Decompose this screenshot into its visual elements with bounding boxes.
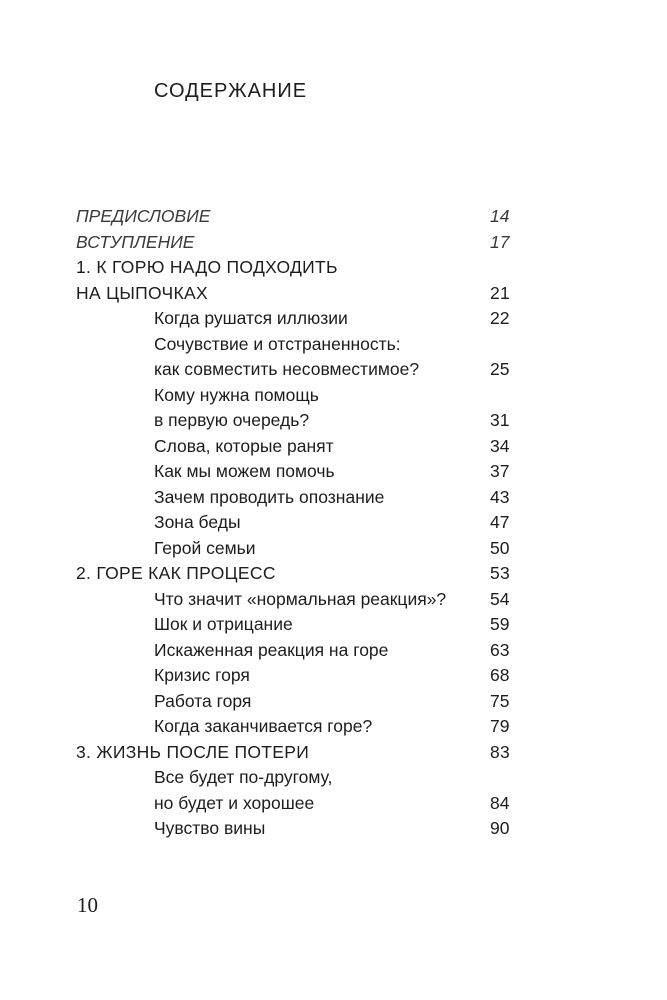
toc-section-line bbox=[76, 357, 516, 383]
toc-entry-page: 17 bbox=[490, 231, 510, 252]
toc-chapter-line bbox=[76, 561, 516, 587]
toc-section-line bbox=[76, 714, 516, 740]
toc-entry-title: НА ЦЫПОЧКАХ bbox=[76, 282, 208, 303]
toc-entry-page: 43 bbox=[490, 486, 510, 507]
toc-entry-title: Зона беды bbox=[154, 512, 241, 532]
toc-section-line bbox=[76, 638, 516, 664]
toc-entry-title: Шок и отрицание bbox=[154, 614, 293, 634]
toc-entry-page: 37 bbox=[490, 461, 510, 481]
toc-section-line bbox=[76, 383, 516, 409]
toc-entry-title: 1. К ГОРЮ НАДО ПОДХОДИТЬ bbox=[76, 257, 338, 277]
toc-section-line bbox=[76, 587, 516, 613]
toc-section-line bbox=[76, 791, 516, 817]
toc-entry-title: Работа горя bbox=[154, 690, 252, 711]
toc-entry-title: Герой семьи bbox=[154, 537, 256, 558]
toc-entry-title: Когда заканчивается горе? bbox=[154, 716, 373, 736]
toc-entry-title: Когда рушатся иллюзии bbox=[154, 308, 348, 328]
toc-entry-page: 79 bbox=[490, 716, 510, 736]
page-title: СОДЕРЖАНИЕ bbox=[154, 80, 308, 102]
toc-section-line bbox=[76, 663, 516, 689]
toc-entry-page: 84 bbox=[490, 792, 510, 813]
toc-entry-page: 34 bbox=[490, 435, 510, 456]
toc-entry-title: как совместить несовместимое? bbox=[154, 359, 420, 379]
toc-entry-title: ПРЕДИСЛОВИЕ bbox=[76, 206, 211, 226]
toc-entry-page: 63 bbox=[490, 639, 510, 660]
toc-entry-title: Искаженная реакция на горе bbox=[154, 639, 389, 660]
toc-entry-title: Чувство вины bbox=[154, 818, 266, 838]
toc-section-line bbox=[76, 408, 516, 434]
toc-entry-title: Как мы можем помочь bbox=[154, 461, 335, 481]
toc-entry-title: в первую очередь? bbox=[154, 410, 310, 430]
toc-chapter-line bbox=[76, 204, 516, 230]
toc-entry-page: 50 bbox=[490, 537, 510, 558]
toc-entry-page: 21 bbox=[490, 282, 511, 303]
toc-chapter-line bbox=[76, 230, 516, 256]
toc-entry-title: 2. ГОРЕ КАК ПРОЦЕСС bbox=[76, 563, 276, 583]
toc-chapter-line bbox=[76, 281, 516, 307]
toc-section-line bbox=[76, 765, 516, 791]
table-of-contents bbox=[76, 204, 516, 842]
toc-section-line bbox=[76, 536, 516, 562]
toc-section-line bbox=[76, 689, 516, 715]
toc-entry-page: 53 bbox=[490, 563, 511, 583]
toc-section-line bbox=[76, 485, 516, 511]
toc-entry-page: 75 bbox=[490, 690, 510, 711]
toc-entry-title: Что значит «нормальная реакция»? bbox=[154, 588, 447, 609]
toc-entry-page: 22 bbox=[490, 308, 510, 328]
toc-entry-page: 59 bbox=[490, 614, 510, 634]
toc-chapter-line bbox=[76, 740, 516, 766]
toc-section-line bbox=[76, 459, 516, 485]
toc-entry-page: 83 bbox=[490, 741, 511, 762]
toc-entry-page: 68 bbox=[490, 665, 510, 685]
page-number: 10 bbox=[77, 893, 98, 917]
toc-section-line bbox=[76, 816, 516, 842]
toc-entry-page: 31 bbox=[490, 410, 510, 430]
toc-entry-title: но будет и хорошее bbox=[154, 792, 315, 813]
toc-entry-title: Слова, которые ранят bbox=[154, 435, 334, 456]
toc-entry-page: 90 bbox=[490, 818, 510, 838]
toc-entry-title: Все будет по-другому, bbox=[154, 767, 333, 787]
toc-section-line bbox=[76, 306, 516, 332]
toc-entry-title: Кризис горя bbox=[154, 665, 250, 685]
toc-entry-page: 14 bbox=[490, 206, 510, 226]
toc-entry-page: 54 bbox=[490, 588, 510, 609]
toc-entry-page: 25 bbox=[490, 359, 510, 379]
toc-section-line bbox=[76, 612, 516, 638]
toc-entry-title: 3. ЖИЗНЬ ПОСЛЕ ПОТЕРИ bbox=[76, 741, 310, 762]
toc-section-line bbox=[76, 510, 516, 536]
toc-chapter-line bbox=[76, 255, 516, 281]
toc-section-line bbox=[76, 434, 516, 460]
toc-entry-title: Кому нужна помощь bbox=[154, 384, 319, 405]
toc-entry-page: 47 bbox=[490, 512, 510, 532]
toc-entry-title: ВСТУПЛЕНИЕ bbox=[76, 231, 195, 252]
toc-section-line bbox=[76, 332, 516, 358]
toc-entry-title: Зачем проводить опознание bbox=[154, 486, 385, 507]
toc-entry-title: Сочувствие и отстраненность: bbox=[154, 333, 401, 354]
